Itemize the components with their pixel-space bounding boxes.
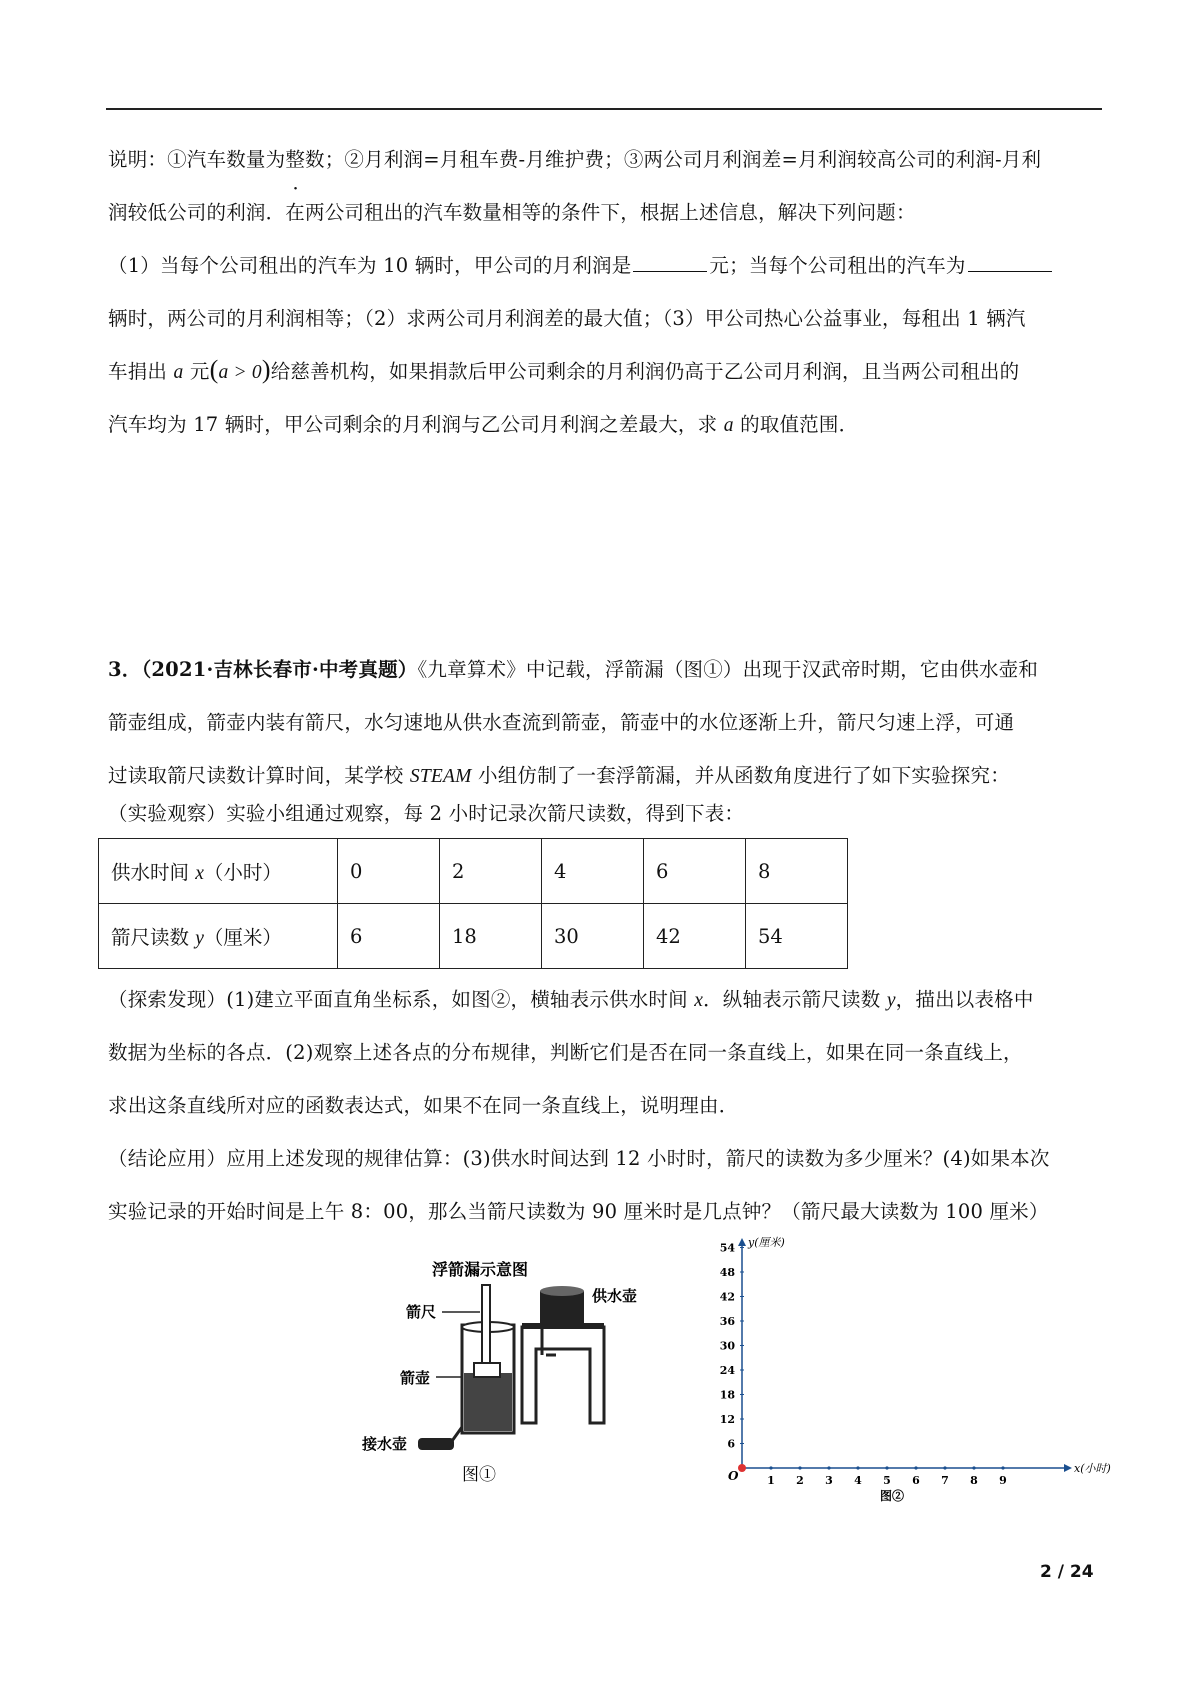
- note-line-3: （1）当每个公司租出的汽车为 10 辆时，甲公司的月利润是 元；当每个公司租出的汽车为: [108, 239, 1102, 292]
- question-3-line-4: （实验观察）实验小组通过观察，每 2 小时记录次箭尺读数，得到下表：: [108, 802, 745, 825]
- x-tick-label: 4: [854, 1474, 862, 1487]
- table-cell: 4: [542, 839, 644, 904]
- clepsydra-diagram: [356, 1255, 676, 1500]
- question-3-line-1: 3．（2021·吉林长春市·中考真题）《九章算术》中记载，浮箭漏（图①）出现于汉武帝时期，它由供水壶和: [108, 658, 1039, 681]
- figure2-caption: 图②: [880, 1489, 905, 1503]
- question-source: （2021·吉林长春市·中考真题）: [141, 658, 418, 681]
- table-cell: 2: [440, 839, 542, 904]
- x-axis-label: x(小时): [1074, 1462, 1111, 1475]
- table-cell: 8: [746, 839, 848, 904]
- label-catch-pot: 接水壶: [362, 1435, 408, 1453]
- y-tick-label: 12: [719, 1413, 735, 1426]
- x-ticks: [767, 1466, 1007, 1487]
- note-line-6: 汽车均为 17 辆时，甲公司剩余的月利润与乙公司月利润之差最大，求 a 的取值范围．: [108, 413, 859, 436]
- x-axis-arrow: [1064, 1464, 1072, 1472]
- page-number: 2 / 24: [1040, 1562, 1094, 1582]
- label-arrow-pot: 箭壶: [400, 1369, 431, 1387]
- y-tick-label: 36: [719, 1315, 735, 1328]
- note-line-4: 辆时，两公司的月利润相等；（2）求两公司月利润差的最大值；（3）甲公司热心公益事业，每租出 1 辆汽: [108, 307, 1026, 330]
- origin-label: O: [728, 1469, 739, 1483]
- data-table: [98, 838, 848, 969]
- figure1-caption: 图①: [462, 1465, 496, 1485]
- question-number: 3．: [108, 658, 142, 681]
- origin-point: [738, 1464, 746, 1472]
- y-axis-label: y(厘米): [748, 1236, 785, 1249]
- y-tick-label: 54: [719, 1241, 735, 1255]
- arrow-pot-water: [464, 1373, 512, 1431]
- x-tick-mark: [798, 1466, 801, 1469]
- x-tick-label: 7: [941, 1474, 949, 1487]
- table-cell: 6: [644, 839, 746, 904]
- table-row: [99, 904, 848, 969]
- answer-blank-1: [633, 252, 707, 272]
- table-row: [99, 839, 848, 904]
- x-tick-mark: [914, 1466, 917, 1469]
- supply-pot-lid: [540, 1286, 584, 1296]
- explore-line-2: 数据为坐标的各点．(2)观察上述各点的分布规律，判断它们是否在同一条直线上，如果在同一条直线上，: [108, 1041, 1023, 1064]
- label-supply-pot: 供水壶: [592, 1287, 638, 1305]
- y-tick-label: 42: [719, 1290, 735, 1304]
- table-header-cell: 供水时间 x（小时）: [99, 839, 338, 904]
- x-tick-label: 9: [999, 1474, 1007, 1487]
- explore-line-1: （探索发现）(1)建立平面直角坐标系，如图②，横轴表示供水时间 x．纵轴表示箭尺读数 y，描出以表格中: [108, 988, 1034, 1011]
- table-cell: 0: [338, 839, 440, 904]
- note-line-2: 润较低公司的利润．在两公司租出的汽车数量相等的条件下，根据上述信息，解决下列问题：: [108, 201, 916, 224]
- float-shape: [474, 1363, 500, 1377]
- x-tick-label: 1: [767, 1474, 775, 1487]
- x-tick-label: 6: [912, 1474, 920, 1487]
- table-cell: 54: [746, 904, 848, 969]
- catch-pot-shape: [418, 1438, 454, 1450]
- y-tick-label: 48: [719, 1266, 735, 1279]
- table-cell: 42: [644, 904, 746, 969]
- x-tick-label: 2: [796, 1474, 804, 1487]
- x-tick-label: 3: [825, 1474, 833, 1487]
- explore-line-3: 求出这条直线所对应的函数表达式，如果不在同一条直线上，说明理由．: [108, 1094, 739, 1117]
- x-tick-mark: [885, 1466, 888, 1469]
- table-cell: 18: [440, 904, 542, 969]
- label-ruler: 箭尺: [406, 1303, 437, 1321]
- apply-line-1: （结论应用）应用上述发现的规律估算：(3)供水时间达到 12 小时时，箭尺的读数为多少厘米？(4)如果本次: [108, 1147, 1050, 1170]
- x-tick-mark: [769, 1466, 772, 1469]
- x-tick-mark: [1001, 1466, 1004, 1469]
- table-header-cell: 箭尺读数 y（厘米）: [99, 904, 338, 969]
- x-tick-mark: [972, 1466, 975, 1469]
- x-tick-label: 8: [970, 1474, 978, 1487]
- coordinate-axes: [704, 1232, 1111, 1522]
- y-tick-label: 18: [719, 1388, 735, 1402]
- stand-shape: [522, 1327, 604, 1423]
- header-rule: [106, 108, 1102, 110]
- apply-line-2: 实验记录的开始时间是上午 8：00，那么当箭尺读数为 90 厘米时是几点钟？（箭尺最大读数为 100 厘米）: [108, 1200, 1049, 1223]
- y-tick-label: 30: [719, 1339, 735, 1353]
- question-3-line-2: 箭壶组成，箭壶内装有箭尺，水匀速地从供水查流到箭壶，箭壶中的水位逐渐上升，箭尺匀速上浮，可通: [108, 711, 1015, 734]
- x-tick-mark: [827, 1466, 830, 1469]
- x-tick-mark: [856, 1466, 859, 1469]
- note-line-1: 说明：①汽车数量为整数；②月利润=月租车费-月维护费；③两公司月利润差=月利润较高公司的利润-月利: [108, 148, 1042, 171]
- table-cell: 6: [338, 904, 440, 969]
- y-axis-arrow: [738, 1238, 746, 1246]
- x-tick-label: 5: [883, 1474, 891, 1487]
- stand-top: [522, 1323, 604, 1329]
- figure1-title: 浮箭漏示意图: [432, 1260, 529, 1279]
- answer-blank-2: [968, 252, 1052, 272]
- y-ticks: [720, 1242, 744, 1451]
- y-tick-label: 6: [727, 1437, 735, 1451]
- note-line-5: 车捐出 a 元(a > 0)给慈善机构，如果捐款后甲公司剩余的月利润仍高于乙公司月利润，且当两公司租出的: [108, 355, 1020, 384]
- table-cell: 30: [542, 904, 644, 969]
- y-tick-label: 24: [719, 1364, 735, 1377]
- x-tick-mark: [943, 1466, 946, 1469]
- question-3-line-3: 过读取箭尺读数计算时间，某学校 STEAM 小组仿制了一套浮箭漏，并从函数角度进行了如下实验探究：: [108, 764, 1010, 787]
